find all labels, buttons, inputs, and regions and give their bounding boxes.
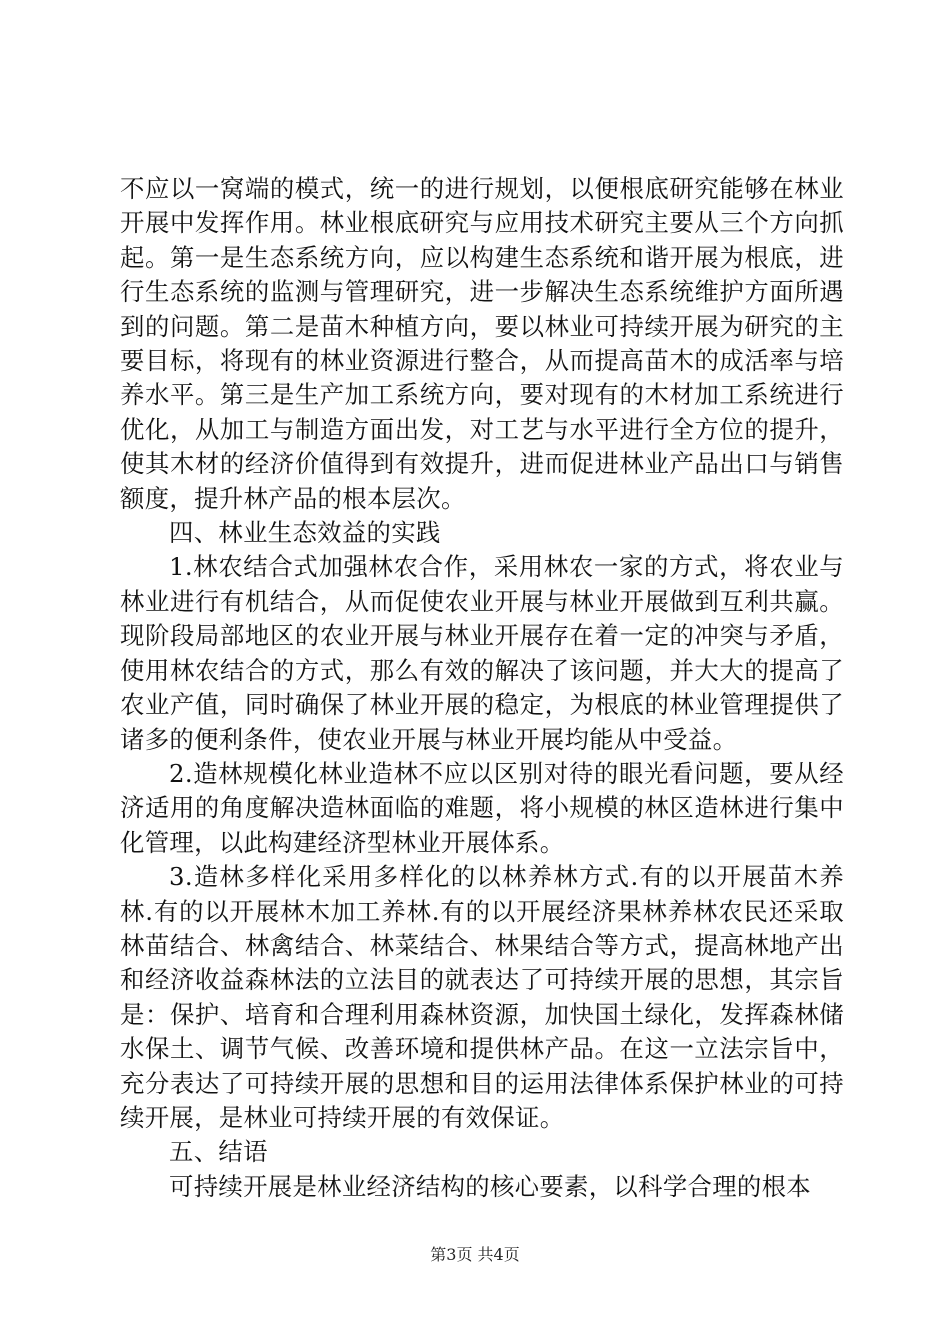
paragraph-conclusion: 可持续开展是林业经济结构的核心要素，以科学合理的根本	[169, 1171, 811, 1201]
paragraph-scale-afforestation: 2.造林规模化林业造林不应以区别对待的眼光看问题，要从经济适用的角度解决造林面临的难题，将小规模的林区造林进行集中化管理，以此构建经济型林业开展体系。	[120, 758, 844, 857]
paragraph-diversified-afforestation: 3.造林多样化采用多样化的以林养林方式.有的以开展苗木养林.有的以开展林木加工养林.有的以开展经济果林养林农民还采取林苗结合、林禽结合、林菜结合、林果结合等方式，提高林地产出和经济收益森林法的立法目的就表达了可持续开展的思想，其宗旨是：保护、培育和合理利用森林资源，加快国土绿化，发挥森林储水保土、调节气候、改善环境和提供林产品。在这一立法宗旨中，充分表达了可持续开展的思想和目的运用法律体系保护林业的可持续开展，是林业可持续开展的有效保证。	[120, 862, 844, 1132]
document-body	[120, 172, 844, 1204]
section-heading-conclusion: 五、结语	[169, 1137, 268, 1167]
paragraph-agroforestry: 1.林农结合式加强林农合作，采用林农一家的方式，将农业与林业进行有机结合，从而促使农业开展与林业开展做到互利共赢。现阶段局部地区的农业开展与林业开展存在着一定的冲突与矛盾，使用林农结合的方式，那么有效的解决了该问题，并大大的提高了农业产值，同时确保了林业开展的稳定，为根底的林业管理提供了诸多的便利条件，使农业开展与林业开展均能从中受益。	[120, 552, 844, 754]
page-footer: 第3页 共4页	[430, 1245, 520, 1264]
paragraph-research-directions: 不应以一窝端的模式，统一的进行规划，以便根底研究能够在林业开展中发挥作用。林业根底研究与应用技术研究主要从三个方向抓起。第一是生态系统方向，应以构建生态系统和谐开展为根底，进行生态系统的监测与管理研究，进一步解决生态系统维护方面所遇到的问题。第二是苗木种植方向，要以林业可持续开展为研究的主要目标，将现有的林业资源进行整合，从而提高苗木的成活率与培养水平。第三是生产加工系统方向，要对现有的木材加工系统进行优化，从加工与制造方面出发，对工艺与水平进行全方位的提升，使其木材的经济价值得到有效提升，进而促进林业产品出口与销售额度，提升林产品的根本层次。	[120, 174, 844, 513]
section-heading-practice: 四、林业生态效益的实践	[169, 518, 441, 548]
